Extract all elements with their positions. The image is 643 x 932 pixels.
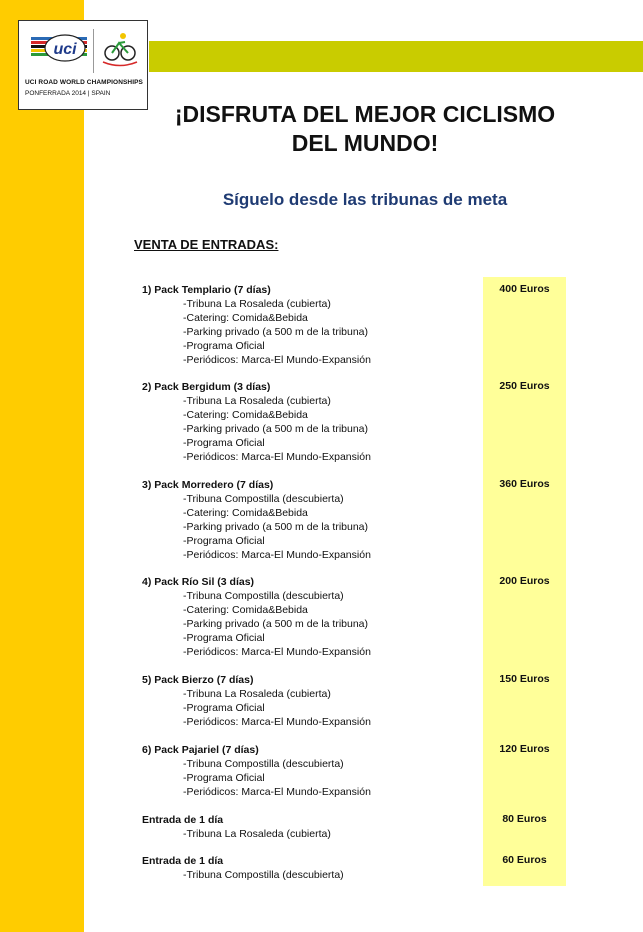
pack-feature: -Programa Oficial: [183, 437, 265, 449]
pack-entry: [142, 380, 482, 464]
headline-line-2: DEL MUNDO!: [291, 130, 439, 156]
pack-entry: [142, 283, 482, 367]
pack-price: 120 Euros: [499, 743, 550, 755]
pack-feature: -Parking privado (a 500 m de la tribuna): [183, 423, 369, 435]
pack-feature: -Programa Oficial: [183, 772, 265, 784]
pack-title: Entrada de 1 día: [142, 814, 224, 826]
pack-feature: -Parking privado (a 500 m de la tribuna): [183, 618, 369, 630]
headline-line-1: ¡DISFRUTA DEL MEJOR CICLISMO: [174, 101, 556, 127]
uci-logo-icon: [29, 31, 89, 71]
pack-feature: -Programa Oficial: [183, 702, 265, 714]
pack-feature: -Catering: Comida&Bebida: [183, 507, 308, 519]
pack-entry: [142, 854, 482, 882]
pack-feature: -Catering: Comida&Bebida: [183, 604, 308, 616]
pack-title: 5) Pack Bierzo (7 días): [142, 674, 254, 686]
pack-entry: [142, 813, 482, 841]
pack-price: 400 Euros: [499, 283, 550, 295]
pack-title: 3) Pack Morredero (7 días): [142, 479, 274, 491]
pack-title: 4) Pack Río Sil (3 días): [142, 576, 255, 588]
pack-title: 1) Pack Templario (7 días): [142, 284, 271, 296]
pack-title: 6) Pack Pajariel (7 días): [142, 744, 259, 756]
pack-feature: -Parking privado (a 500 m de la tribuna): [183, 326, 369, 338]
pack-feature: -Periódicos: Marca-El Mundo-Expansión: [183, 451, 371, 463]
pack-feature: -Tribuna La Rosaleda (cubierta): [183, 395, 331, 407]
pack-price: 150 Euros: [499, 673, 550, 685]
pack-price: 60 Euros: [502, 854, 547, 866]
section-title: VENTA DE ENTRADAS:: [134, 237, 279, 252]
logo-caption-title: UCI ROAD WORLD CHAMPIONSHIPS: [25, 79, 143, 86]
pack-feature: -Programa Oficial: [183, 340, 265, 352]
pack-feature: -Tribuna La Rosaleda (cubierta): [183, 688, 331, 700]
pack-feature: -Tribuna Compostilla (descubierta): [183, 493, 344, 505]
event-logo: [18, 20, 148, 110]
pack-feature: -Periódicos: Marca-El Mundo-Expansión: [183, 716, 371, 728]
svg-text:uci: uci: [53, 41, 77, 58]
pack-entry: [142, 743, 482, 799]
pack-price: 360 Euros: [499, 478, 550, 490]
pack-feature: -Parking privado (a 500 m de la tribuna): [183, 521, 369, 533]
pack-feature: -Periódicos: Marca-El Mundo-Expansión: [183, 354, 371, 366]
pack-entry: [142, 575, 482, 659]
side-accent-bar: [0, 0, 84, 932]
pack-price: 80 Euros: [502, 813, 547, 825]
pack-title: 2) Pack Bergidum (3 días): [142, 381, 271, 393]
pack-feature: -Tribuna Compostilla (descubierta): [183, 590, 344, 602]
pack-entry: [142, 673, 482, 729]
pack-price: 250 Euros: [499, 380, 550, 392]
pack-feature: -Programa Oficial: [183, 535, 265, 547]
pack-feature: -Tribuna Compostilla (descubierta): [183, 869, 344, 881]
pack-entry: [142, 478, 482, 562]
pack-feature: -Periódicos: Marca-El Mundo-Expansión: [183, 786, 371, 798]
pack-feature: -Catering: Comida&Bebida: [183, 409, 308, 421]
pack-title: Entrada de 1 día: [142, 855, 224, 867]
pack-price: 200 Euros: [499, 575, 550, 587]
page-subheadline: Síguelo desde las tribunas de meta: [222, 190, 508, 209]
logo-divider: [93, 29, 94, 73]
header-accent-stripe: [149, 41, 643, 72]
pack-feature: -Programa Oficial: [183, 632, 265, 644]
pack-feature: -Periódicos: Marca-El Mundo-Expansión: [183, 646, 371, 658]
page-headline: [150, 100, 580, 158]
ponferrada-cyclist-logo-icon: [97, 29, 143, 73]
pack-feature: -Catering: Comida&Bebida: [183, 312, 308, 324]
pack-feature: -Periódicos: Marca-El Mundo-Expansión: [183, 549, 371, 561]
pack-feature: -Tribuna La Rosaleda (cubierta): [183, 828, 331, 840]
logo-caption-location: PONFERRADA 2014 | SPAIN: [25, 90, 111, 97]
pack-feature: -Tribuna La Rosaleda (cubierta): [183, 298, 331, 310]
pack-feature: -Tribuna Compostilla (descubierta): [183, 758, 344, 770]
